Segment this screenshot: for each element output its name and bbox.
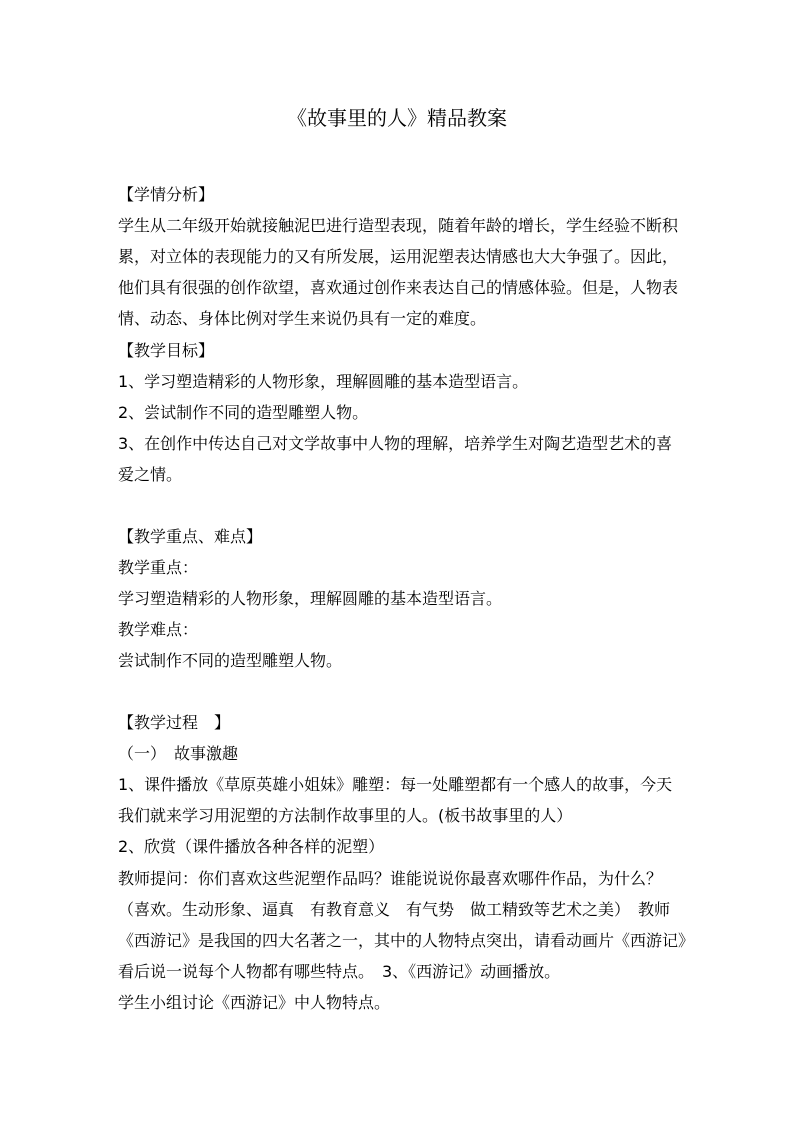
paragraph-line: 教师提问：你们喜欢这些泥塑作品吗？谁能说说你最喜欢哪件作品，为什么？ — [118, 869, 663, 888]
paragraph-line: 学生从二年级开始就接触泥巴进行造型表现，随着年龄的增长，学生经验不断积 — [118, 216, 679, 235]
paragraph-line: 学生小组讨论《西游记》中人物特点。 — [118, 993, 391, 1012]
goal-item: 1、学习塑造精彩的人物形象，理解圆雕的基本造型语言。 — [118, 372, 529, 391]
goal-item: 3、在创作中传达自己对文学故事中人物的理解，培养学生对陶艺造型艺术的喜 — [118, 434, 673, 453]
paragraph-line: 1、课件播放《草原英雄小姐妹》雕塑：每一处雕塑都有一个感人的故事，今天 — [118, 775, 673, 794]
section-heading-teaching-goals: 【教学目标】 — [118, 341, 215, 360]
subheading-key-point: 教学重点： — [118, 558, 199, 577]
goal-item-continued: 爱之情。 — [118, 465, 183, 484]
subheading-difficulty: 教学难点： — [118, 620, 199, 639]
section-heading-teaching-process: 【教学过程 】 — [118, 713, 231, 732]
paragraph-line: 2、欣赏（课件播放各种各样的泥塑） — [118, 837, 385, 856]
process-step-heading: （一） 故事激趣 — [118, 744, 239, 763]
paragraph-line: 累，对立体的表现能力的又有所发展，运用泥塑表达情感也大大争强了。因此， — [118, 247, 679, 266]
paragraph-line: 看后说一说每个人物都有哪些特点。 3、《西游记》动画播放。 — [118, 962, 561, 981]
paragraph-line: 他们具有很强的创作欲望，喜欢通过创作来表达自己的情感体验。但是，人物表 — [118, 278, 679, 297]
paragraph-line: 情、动态、身体比例对学生来说仍具有一定的难度。 — [118, 309, 487, 328]
key-point-text: 学习塑造精彩的人物形象，理解圆雕的基本造型语言。 — [118, 589, 503, 608]
paragraph-line: （喜欢。生动形象、逼真 有教育意义 有气势 做工精致等艺术之美） 教师 — [118, 900, 671, 919]
section-heading-key-points: 【教学重点、难点】 — [118, 527, 263, 546]
document-title: 《故事里的人》精品教案 — [287, 106, 507, 130]
goal-item: 2、尝试制作不同的造型雕塑人物。 — [118, 403, 369, 422]
difficulty-text: 尝试制作不同的造型雕塑人物。 — [118, 651, 343, 670]
paragraph-line: 我们就来学习用泥塑的方法制作故事里的人。(板书故事里的人） — [118, 806, 573, 825]
paragraph-line: 《西游记》是我国的四大名著之一，其中的人物特点突出，请看动画片《西游记》 — [118, 931, 695, 950]
section-heading-learner-analysis: 【学情分析】 — [118, 185, 215, 204]
